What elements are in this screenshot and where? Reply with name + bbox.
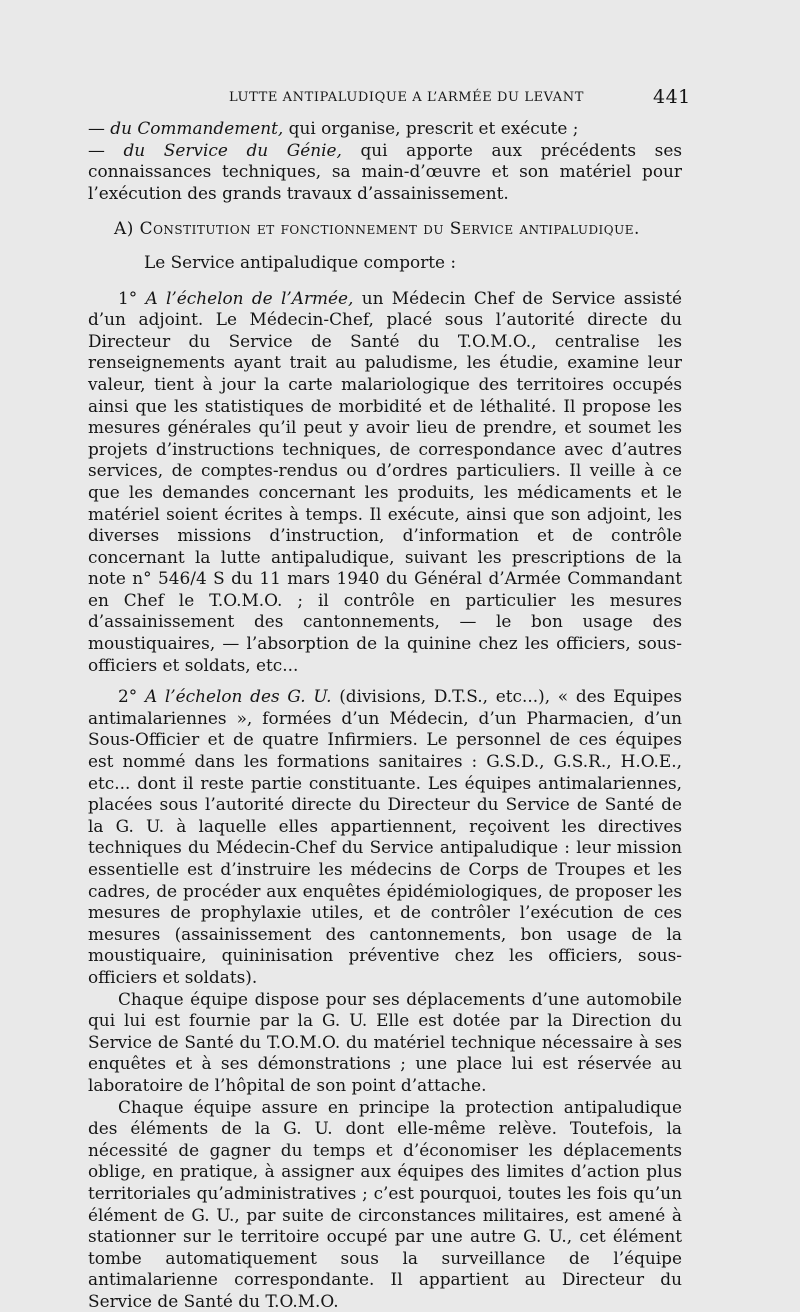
dash-marker: — [88, 118, 111, 138]
paragraph-equipe-protection: Chaque équipe assure en principe la protection antipaludique des éléments de la G. U. dont elle-même relève. Toutefois, la nécessité de gagner du temps et d’économiser les déplacements oblige, en pratique, à assigner aux équipes des limites d’action plus territoriales qu’administratives ; c’est pourquoi, toutes les fois qu’un élément de G. U., par suite de circonstances militaires, est amené à stationner sur le territoire occupé par une autre G. U., cet élément tombe automatiquement sous la surveillance de l’équipe antimalarienne correspondante. Il appartient au Directeur du Service de Santé du T.O.M.O. [88, 1096, 682, 1311]
list-item-genie [88, 140, 682, 205]
list-item-commandement [88, 118, 682, 140]
page-number: 441 [653, 86, 691, 108]
emphasis: du Service du Génie, [123, 139, 342, 160]
emphasis: A l’échelon de l’Armée, [145, 287, 354, 308]
page-header [0, 86, 800, 110]
paragraph-text: un Médecin Chef de Service assisté d’un adjoint. Le Médecin-Chef, placé sous l’autorité directe du Directeur du Service de Santé du T.O.M.O., centralise les renseignements ayant trait au paludisme, les étudie, examine leur valeur, tient à jour la carte malariologique des territoires occupés ainsi que les statistiques de morbidité et de léthalité. Il propose les mesures générales qu’il peut y avoir lieu de prendre, et soumet les projets d’instructions techniques, de correspondance avec d’autres services, de comptes-rendus ou d’ordres particuliers. Il veille à ce que les demandes concernant les produits, les médicaments et le matériel soient écrites à temps. Il exécute, ainsi que son adjoint, les diverses missions d’instruction, d’information et de contrôle concernant la lutte antipaludique, suivant les prescriptions de la note n° 546/4 S du 11 mars 1940 du Général d’Armée Commandant en Chef le T.O.M.O. ; il contrôle en particulier les mesures d’assainissement des cantonnements, — le bon usage des moustiquaires, — l’absorption de la quinine chez les officiers, sous-officiers et soldats, etc... [88, 287, 682, 675]
paragraph-number: 1° [118, 287, 146, 308]
body-text [88, 118, 682, 1312]
emphasis: A l’échelon des G. U. [144, 686, 332, 707]
emphasis: du Commandement, [110, 118, 284, 138]
item-text: qui organise, prescrit et exécute ; [283, 118, 579, 138]
running-title: LUTTE ANTIPALUDIQUE A L’ARMÉE DU LEVANT [229, 90, 585, 105]
heading-prefix: A) [114, 218, 140, 239]
paragraph-echelon-gu [88, 686, 682, 988]
dash-marker: — [88, 139, 124, 160]
intro-paragraph: Le Service antipaludique comporte : [144, 251, 457, 272]
paragraph-text: (divisions, D.T.S., etc...), « des Equipes antimalariennes », formées d’un Médecin, d’un Pharmacien, d’un Sous-Officier et de quatre Infirmiers. Le personnel de ces équipes est nommé dans les formations sanitaires : G.S.D., G.S.R., H.O.E., etc... dont il reste partie constituante. Les équipes antimalariennes, placées sous l’autorité directe du Directeur du Service de Santé de la G. U. à laquelle elles appartiennent, reçoivent les directives techniques du Médecin-Chef du Service antipaludique : leur mission essentielle est d’instruire les médecins de Corps de Troupes et les cadres, de procéder aux enquêtes épidémiologiques, de proposer les mesures de prophylaxie utiles, et de contrôler l’exécution de ces mesures (assainissement des cantonnements, bon usage de la moustiquaire, quininisation préventive chez les officiers, sous-officiers et soldats). [88, 686, 682, 987]
paragraph-echelon-armee [88, 288, 682, 677]
section-heading [88, 218, 682, 240]
paragraph-number: 2° [118, 686, 145, 707]
item-text: qui apporte aux précédents ses connaissances techniques, sa main-d’œuvre et son matériel pour l’exécution des grands travaux d’assainissement. [88, 139, 682, 203]
paragraph-equipe-automobile: Chaque équipe dispose pour ses déplacements d’une automobile qui lui est fournie par la G. U. Elle est dotée par la Direction du Service de Santé du T.O.M.O. du matériel technique nécessaire à ses enquêtes et à ses démonstrations ; une place lui est réservée au laboratoire de l’hôpital de son point d’attache. [88, 988, 682, 1095]
heading-text: Constitution et fonctionnement du Service antipaludique. [139, 218, 640, 239]
